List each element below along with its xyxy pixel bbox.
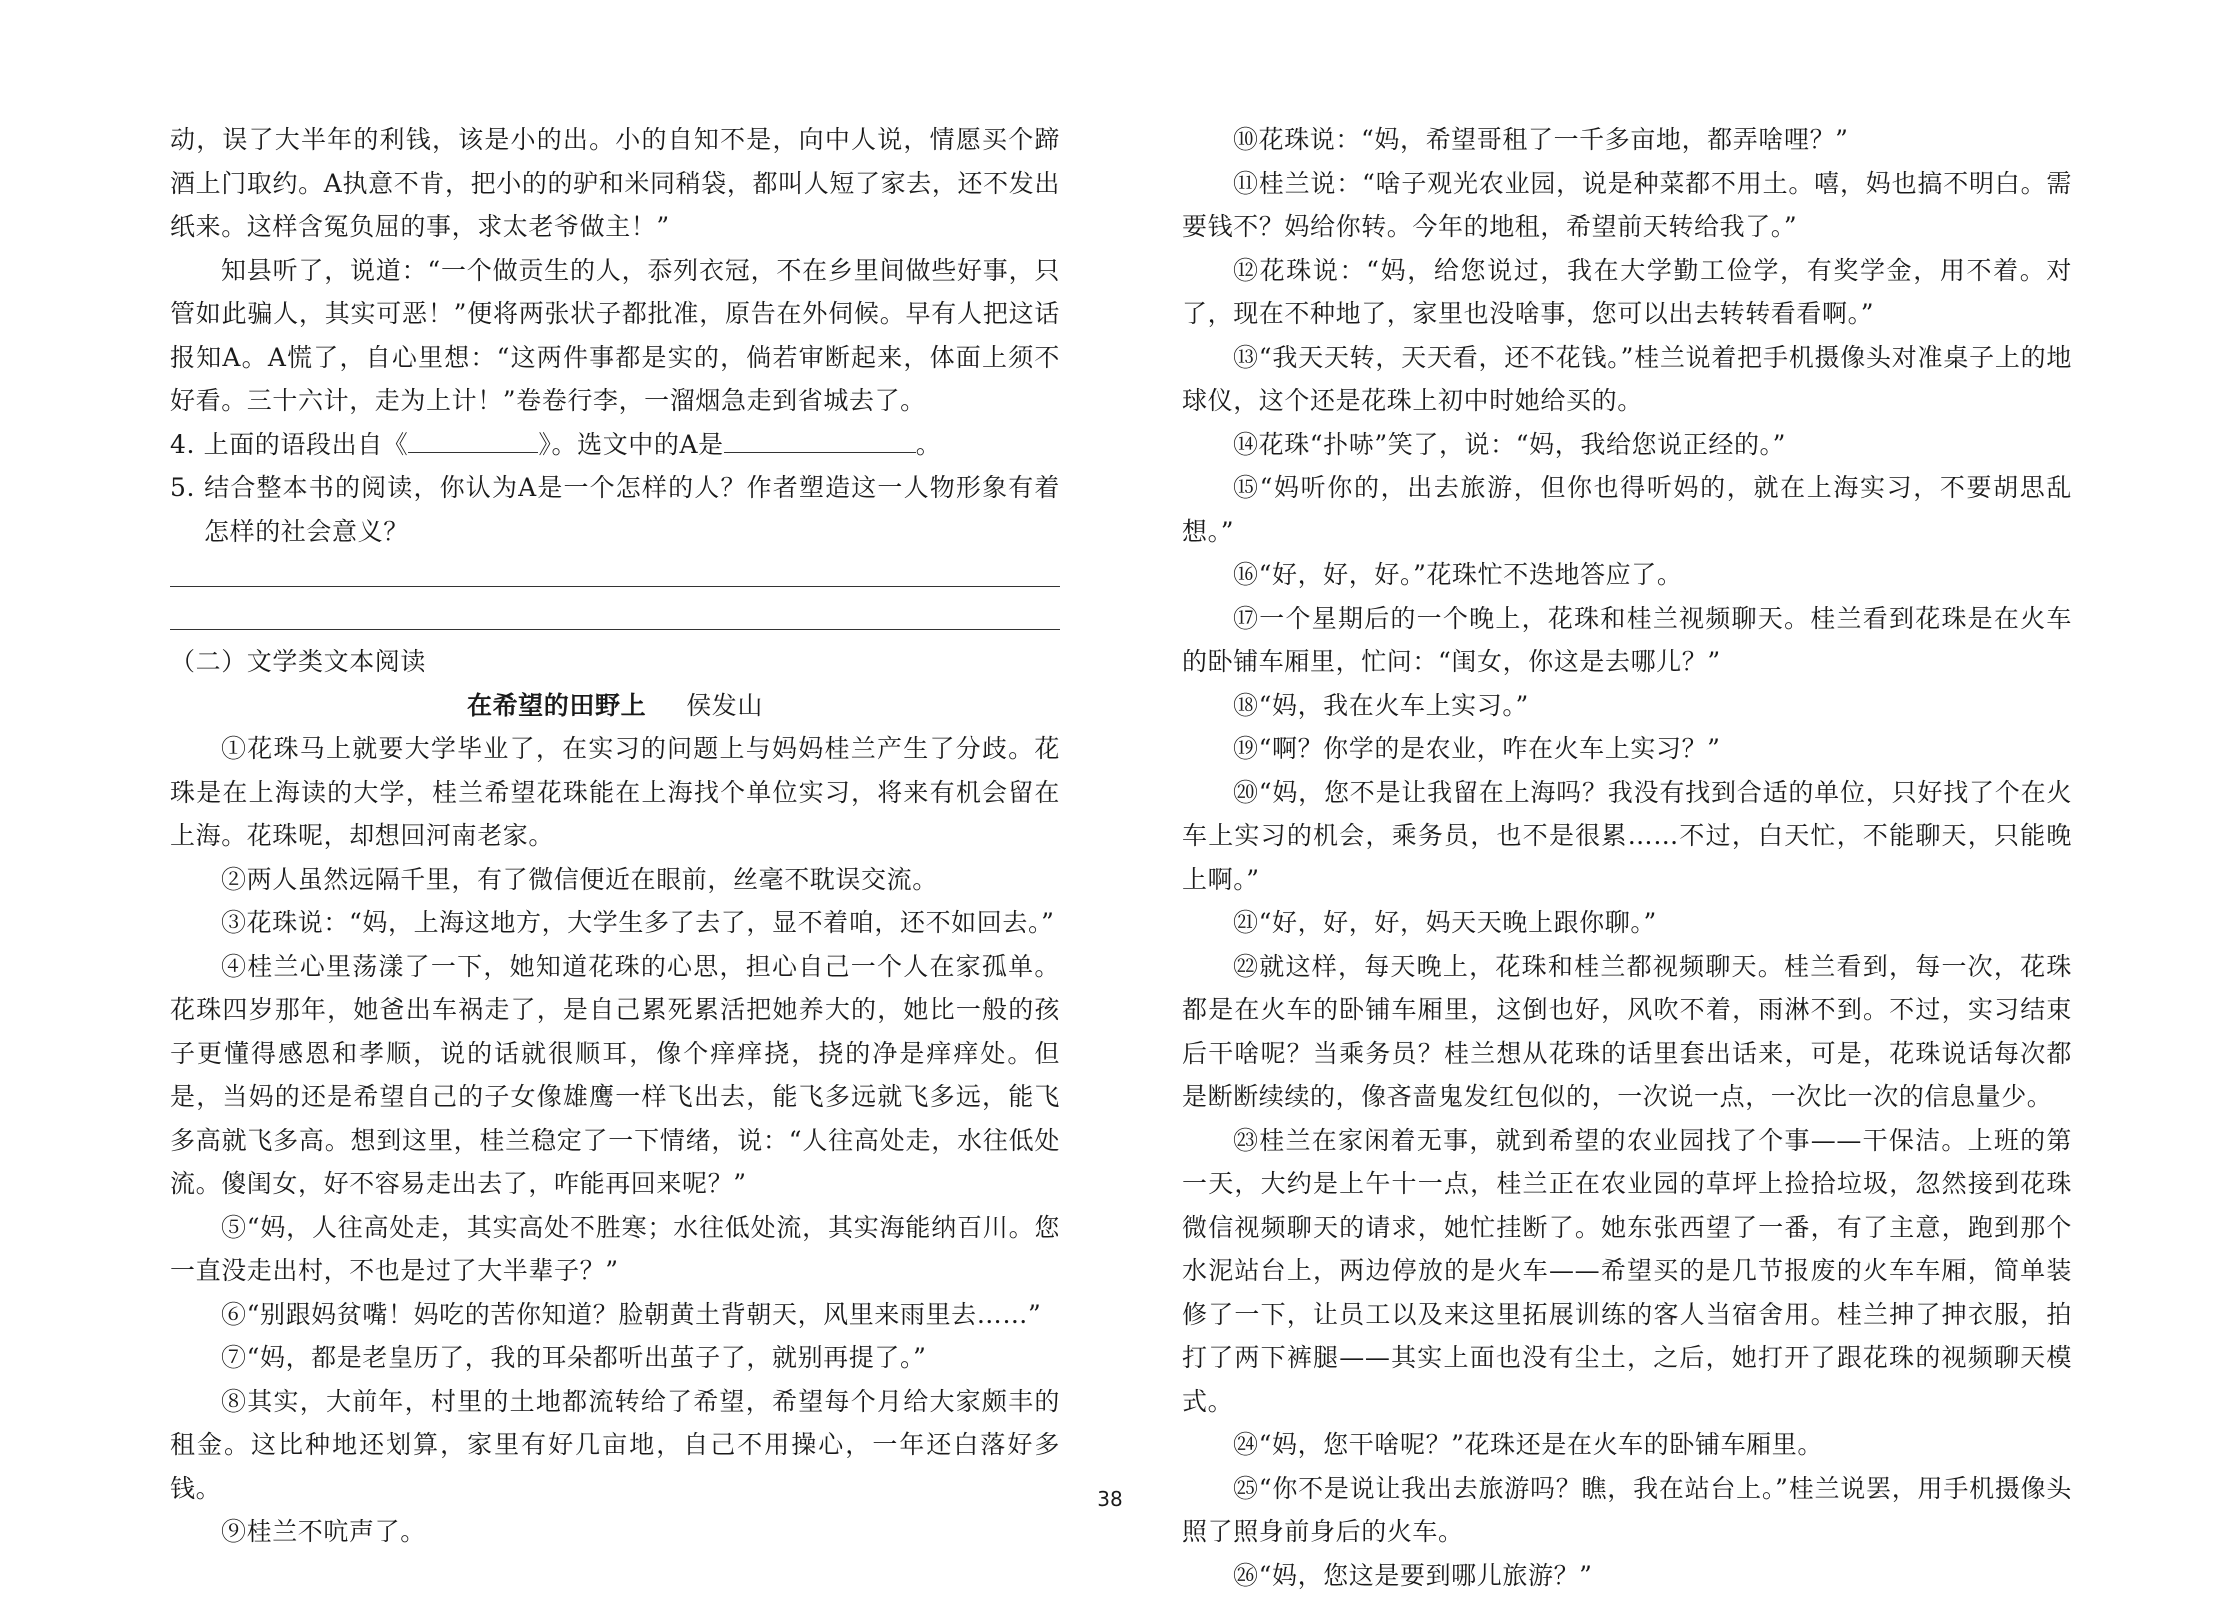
article-paragraph: ⑲“啊？你学的是农业，咋在火车上实习？” [1182, 727, 2072, 771]
article-paragraph: ⑨桂兰不吭声了。 [170, 1510, 1060, 1554]
article-paragraph: ⑦“妈，都是老皇历了，我的耳朵都听出茧子了，就别再提了。” [170, 1336, 1060, 1380]
article-paragraph: ③花珠说：“妈，上海这地方，大学生多了去了，显不着咱，还不如回去。” [170, 901, 1060, 945]
article-paragraph: ㉕“你不是说让我出去旅游吗？瞧，我在站台上。”桂兰说罢，用手机摄像头照了照身前身后的火车。 [1182, 1467, 2072, 1554]
article-paragraph: ㉑“好，好，好，妈天天晚上跟你聊。” [1182, 901, 2072, 945]
page-number: 38 [0, 1487, 2220, 1511]
text-paragraph: 动，误了大半年的利钱，该是小的出。小的自知不是，向中人说，情愿买个蹄酒上门取约。A执意不肯，把小的的驴和米同稍袋，都叫人短了家去，还不发出纸来。这样含冤负屈的事，求太老爷做主！” [170, 118, 1060, 249]
section-title: （二）文学类文本阅读 [170, 640, 1060, 684]
article-paragraph: ㉒就这样，每天晚上，花珠和桂兰都视频聊天。桂兰看到，每一次，花珠都是在火车的卧铺车厢里，这倒也好，风吹不着，雨淋不到。不过，实习结束后干啥呢？当乘务员？桂兰想从花珠的话里套出话来，可是，花珠说话每次都是断断续续的，像吝啬鬼发红包似的，一次说一点，一次比一次的信息量少。 [1182, 945, 2072, 1119]
article-paragraph: ⑮“妈听你的，出去旅游，但你也得听妈的，就在上海实习，不要胡思乱想。” [1182, 466, 2072, 553]
article-paragraph: ㉖“妈，您这是要到哪儿旅游？” [1182, 1554, 2072, 1597]
left-column [170, 118, 1060, 1554]
article-paragraph: ①花珠马上就要大学毕业了，在实习的问题上与妈妈桂兰产生了分歧。花珠是在上海读的大学，桂兰希望花珠能在上海找个单位实习，将来有机会留在上海。花珠呢，却想回河南老家。 [170, 727, 1060, 858]
article-paragraph: ⑪桂兰说：“啥子观光农业园，说是种菜都不用土。嘻，妈也搞不明白。需要钱不？妈给你转。今年的地租，希望前天转给我了。” [1182, 162, 2072, 249]
article-paragraph: ⑬“我天天转，天天看，还不花钱。”桂兰说着把手机摄像头对准桌子上的地球仪，这个还是花珠上初中时她给买的。 [1182, 336, 2072, 423]
article-paragraph: ⑰一个星期后的一个晚上，花珠和桂兰视频聊天。桂兰看到花珠是在火车的卧铺车厢里，忙问：“闺女，你这是去哪儿？” [1182, 597, 2072, 684]
article-paragraph: ⑤“妈，人往高处走，其实高处不胜寒；水往低处流，其实海能纳百川。您一直没走出村，不也是过了大半辈子？” [170, 1206, 1060, 1293]
article-paragraph: ⑭花珠“扑哧”笑了，说：“妈，我给您说正经的。” [1182, 423, 2072, 467]
answer-line[interactable] [170, 553, 1060, 597]
article-paragraph: ⑯“好，好，好。”花珠忙不迭地答应了。 [1182, 553, 2072, 597]
text-paragraph: 知县听了，说道：“一个做贡生的人，忝列衣冠，不在乡里间做些好事，只管如此骗人，其实可恶！”便将两张状子都批准，原告在外伺候。早有人把这话报知A。A慌了，自心里想：“这两件事都是实的，倘若审断起来，体面上须不好看。三十六计，走为上计！”卷卷行李，一溜烟急走到省城去了。 [170, 249, 1060, 423]
article-paragraph: ⑧其实，大前年，村里的土地都流转给了希望，希望每个月给大家颇丰的租金。这比种地还划算，家里有好几亩地，自己不用操心，一年还白落好多钱。 [170, 1380, 1060, 1511]
article-author: 侯发山 [686, 691, 763, 720]
article-paragraph: ⑥“别跟妈贫嘴！妈吃的苦你知道？脸朝黄土背朝天，风里来雨里去……” [170, 1293, 1060, 1337]
article-heading [170, 684, 1060, 728]
article-paragraph: ④桂兰心里荡漾了一下，她知道花珠的心思，担心自己一个人在家孤单。花珠四岁那年，她爸出车祸走了，是自己累死累活把她养大的，她比一般的孩子更懂得感恩和孝顺，说的话就很顺耳，像个痒痒挠，挠的净是痒痒处。但是，当妈的还是希望自己的子女像雄鹰一样飞出去，能飞多远就飞多远，能飞多高就飞多高。想到这里，桂兰稳定了一下情绪，说：“人往高处走，水往低处流。傻闺女，好不容易走出去了，咋能再回来呢？” [170, 945, 1060, 1206]
article-title: 在希望的田野上 [467, 691, 646, 720]
article-paragraph: ⑩花珠说：“妈，希望哥租了一千多亩地，都弄啥哩？” [1182, 118, 2072, 162]
right-column [1182, 118, 2072, 1597]
article-paragraph: ②两人虽然远隔千里，有了微信便近在眼前，丝毫不耽误交流。 [170, 858, 1060, 902]
article-paragraph: ㉓桂兰在家闲着无事，就到希望的农业园找了个事——干保洁。上班的第一天，大约是上午十一点，桂兰正在农业园的草坪上捡拾垃圾，忽然接到花珠微信视频聊天的请求，她忙挂断了。她东张西望了一番，有了主意，跑到那个水泥站台上，两边停放的是火车——希望买的是几节报废的火车车厢，简单装修了一下，让员工以及来这里拓展训练的客人当宿舍用。桂兰抻了抻衣服，拍打了两下裤腿——其实上面也没有尘土，之后，她打开了跟花珠的视频聊天模式。 [1182, 1119, 2072, 1424]
article-paragraph: ⑫花珠说：“妈，给您说过，我在大学勤工俭学，有奖学金，用不着。对了，现在不种地了，家里也没啥事，您可以出去转转看看啊。” [1182, 249, 2072, 336]
answer-blank-book-title[interactable] [408, 426, 538, 453]
article-paragraph: ⑱“妈，我在火车上实习。” [1182, 684, 2072, 728]
article-paragraph: ㉔“妈，您干啥呢？”花珠还是在火车的卧铺车厢里。 [1182, 1423, 2072, 1467]
answer-line[interactable] [170, 597, 1060, 641]
question-5: 5. 结合整本书的阅读，你认为A是一个怎样的人？作者塑造这一人物形象有着怎样的社会意义？ [170, 466, 1060, 553]
question-4: 4. 上面的语段出自《 》。选文中的A是 。 [170, 423, 1060, 467]
article-paragraph: ⑳“妈，您不是让我留在上海吗？我没有找到合适的单位，只好找了个在火车上实习的机会，乘务员，也不是很累……不过，白天忙，不能聊天，只能晚上啊。” [1182, 771, 2072, 902]
answer-blank-character[interactable] [724, 426, 916, 453]
